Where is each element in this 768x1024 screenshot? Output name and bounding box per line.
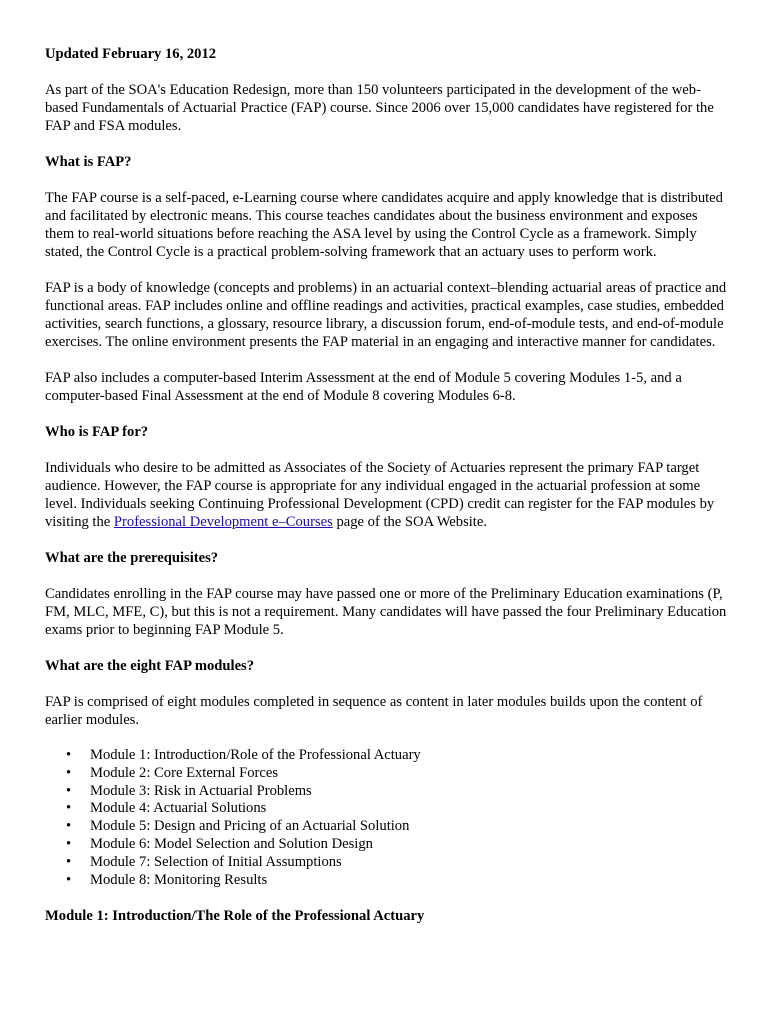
- modules-list: [45, 747, 728, 889]
- bullet-icon: •: [66, 800, 72, 817]
- list-item: • Module 7: Selection of Initial Assumptions: [66, 853, 342, 870]
- modules-intro-paragraph: FAP is comprised of eight modules completed in sequence as content in later modules builds upon the content of earlier modules.: [45, 694, 703, 728]
- bullet-icon: •: [66, 782, 72, 799]
- heading-eight-modules: What are the eight FAP modules?: [45, 658, 255, 674]
- list-item: • Module 6: Model Selection and Solution Design: [66, 835, 373, 852]
- intro-paragraph: As part of the SOA's Education Redesign, more than 150 volunteers participated in the development of the web-based Fundamentals of Actuarial Practice (FAP) course. Since 2006 over 15,000 candidates have registered for the FAP and FSA modules.: [45, 82, 714, 134]
- list-item: • Module 3: Risk in Actuarial Problems: [66, 782, 312, 799]
- prerequisites-paragraph: Candidates enrolling in the FAP course may have passed one or more of the Preliminary Education examinations (P, FM, MLC, MFE, C), but this is not a requirement. Many candidates will have passed the four Preliminary Education exams prior to beginning FAP Module 5.: [45, 586, 727, 638]
- list-item: • Module 8: Monitoring Results: [66, 871, 268, 888]
- what-is-paragraph-1: The FAP course is a self-paced, e-Learning course where candidates acquire and apply knowledge that is distributed and facilitated by electronic means. This course teaches candidates about the business environment and exposes them to real-world situations before reaching the ASA level by using the Control Cycle as a framework. Simply stated, the Control Cycle is a practical problem-solving framework that an actuary uses to perform work.: [45, 190, 723, 260]
- updated-date: Updated February 16, 2012: [45, 46, 217, 62]
- who-for-paragraph: [45, 459, 728, 531]
- list-item: • Module 1: Introduction/Role of the Professional Actuary: [66, 747, 421, 763]
- who-for-text-before: Individuals who desire to be admitted as Associates of the Society of Actuaries represent the primary FAP target audience. However, the FAP course is appropriate for any individual engaged in the actuarial profession at some level. Individuals seeking Continuing Professional Development (CPD) credit can register for the FAP modules by visiting the: [45, 460, 715, 530]
- professional-development-link[interactable]: Professional Development e–Courses: [113, 514, 333, 530]
- bullet-icon: •: [66, 818, 72, 835]
- heading-who-is-fap-for: Who is FAP for?: [45, 424, 149, 440]
- bullet-icon: •: [66, 853, 72, 870]
- heading-what-is-fap: What is FAP?: [45, 154, 132, 170]
- what-is-paragraph-3: FAP also includes a computer-based Interim Assessment at the end of Module 5 covering Modules 1-5, and a computer-based Final Assessment at the end of Module 8 covering Modules 6-8.: [45, 370, 682, 404]
- what-is-paragraph-2: FAP is a body of knowledge (concepts and problems) in an actuarial context–blending actuarial areas of practice and functional areas. FAP includes online and offline readings and activities, practical examples, case studies, embedded activities, search functions, a glossary, resource library, a discussion forum, end-of-module tests, and end-of-module exercises. The online environment presents the FAP material in an engaging and interactive manner for candidates.: [45, 280, 727, 350]
- bullet-icon: •: [66, 747, 72, 763]
- who-for-text-after: page of the SOA Website.: [332, 514, 487, 530]
- heading-prerequisites: What are the prerequisites?: [45, 550, 219, 566]
- list-item: • Module 4: Actuarial Solutions: [66, 800, 267, 817]
- bullet-icon: •: [66, 764, 72, 781]
- list-item: • Module 5: Design and Pricing of an Actuarial Solution: [66, 818, 410, 835]
- list-item: • Module 2: Core External Forces: [66, 764, 279, 781]
- heading-module-1: Module 1: Introduction/The Role of the Professional Actuary: [45, 908, 425, 925]
- bullet-icon: •: [66, 835, 72, 852]
- bullet-icon: •: [66, 871, 72, 888]
